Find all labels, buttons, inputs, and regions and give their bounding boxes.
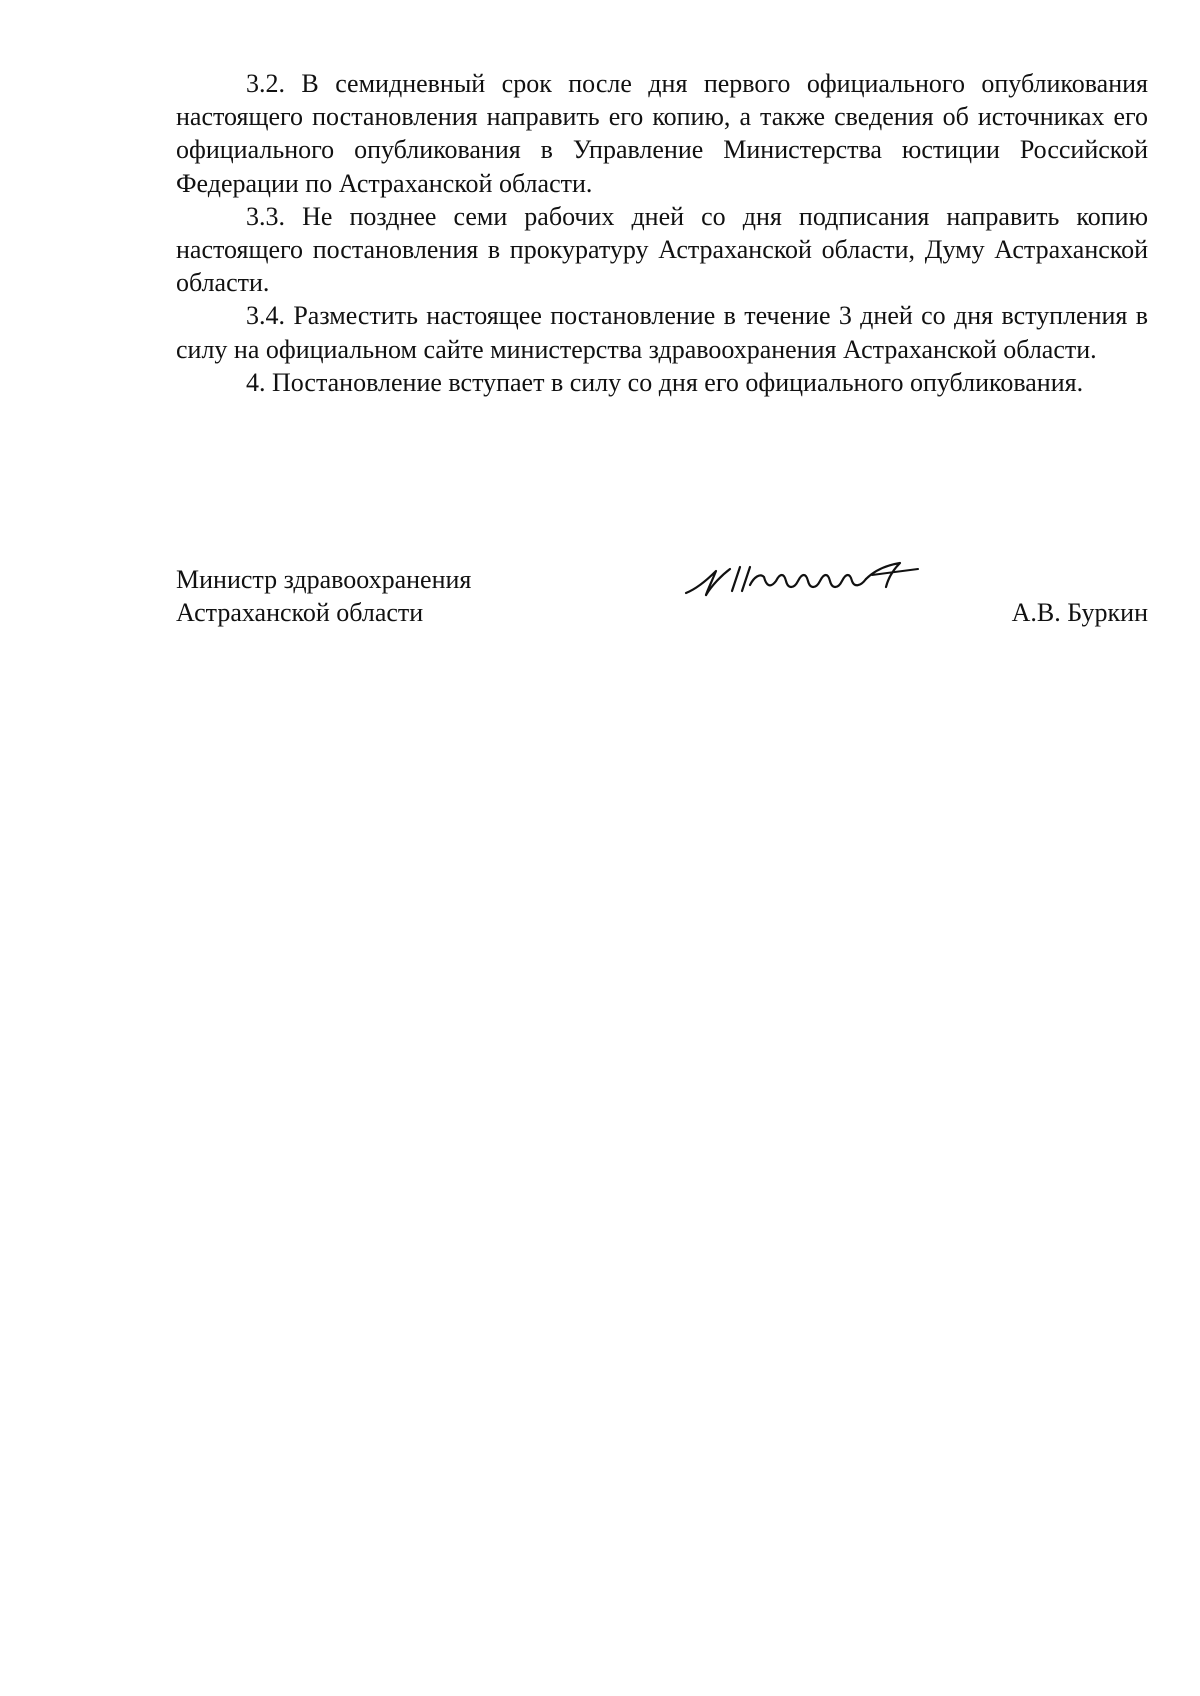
paragraph-4: 4. Постановление вступает в силу со дня его официального опубликования. <box>246 367 1084 397</box>
signatory-title-line-1: Министр здравоохранения <box>176 565 472 594</box>
signatory-title <box>176 563 596 629</box>
paragraph-3-2: 3.2. В семидневный срок после дня первого официального опубликования настоящего постановления направить его копию, а также сведения об источниках его официального опубликования в Управление Министерства юстиции Российской Федерации по Астраханской области. <box>176 69 1148 198</box>
signature-block <box>176 563 1148 643</box>
paragraph-3-3: 3.3. Не позднее семи рабочих дней со дня подписания направить копию настоящего постановления в прокуратуру Астраханской области, Думу Астраханской области. <box>176 201 1148 298</box>
paragraph-3-4: 3.4. Разместить настоящее постановление в течение 3 дней со дня вступления в силу на официальном сайте министерства здравоохранения Астраханской области. <box>176 301 1148 364</box>
signatory-title-line-2: Астраханской области <box>176 598 424 627</box>
document-body <box>176 67 1148 399</box>
signatory-name: А.В. Буркин <box>1011 598 1148 627</box>
handwritten-signature <box>682 555 932 603</box>
